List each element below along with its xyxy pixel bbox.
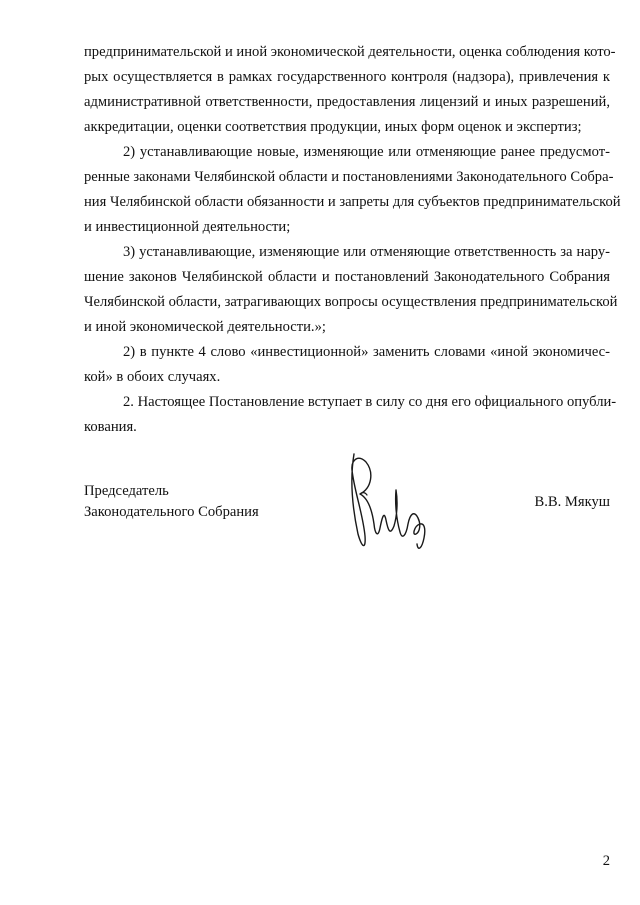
position-title: Председатель	[84, 483, 169, 499]
text-line: рых осуществляется в рамках государственного контроля (надзора), привлечения к	[84, 69, 610, 85]
text-line: ренные законами Челябинской области и постановлениями Законодательного Собра-	[84, 169, 614, 185]
paragraph-4	[84, 340, 610, 390]
text-line: 2. Настоящее Постановление вступает в силу со дня его официального опубли-	[123, 394, 617, 410]
text-line: кования.	[84, 419, 137, 435]
document-body	[84, 40, 621, 440]
text-line: 2) в пункте 4 слово «инвестиционной» заменить словами «иной экономичес-	[123, 344, 610, 360]
position-organization: Законодательного Собрания	[84, 504, 259, 520]
signatory-name: В.В. Мякуш	[534, 494, 610, 510]
paragraph-3	[84, 240, 618, 340]
text-line: кой» в обоих случаях.	[84, 369, 221, 385]
text-line: и инвестиционной деятельности;	[84, 219, 291, 235]
paragraph-2	[84, 140, 621, 240]
text-line: Челябинской области, затрагивающих вопросы осуществления предпринимательской	[84, 294, 618, 310]
text-line: 3) устанавливающие, изменяющие или отменяющие ответственность за нару-	[123, 244, 610, 260]
signatory-position	[84, 481, 259, 523]
page-number: 2	[602, 853, 610, 869]
paragraph-5	[84, 390, 617, 440]
text-line: ния Челябинской области обязанности и запреты для субъектов предпринимательской	[84, 194, 621, 210]
text-line: предпринимательской и иной экономической деятельности, оценка соблюдения кото-	[84, 44, 616, 60]
text-line: административной ответственности, предоставления лицензий и иных разрешений,	[84, 94, 610, 110]
text-line: шение законов Челябинской области и постановлений Законодательного Собрания	[84, 269, 610, 285]
text-line: аккредитации, оценки соответствия продукции, иных форм оценок и экспертиз;	[84, 119, 582, 135]
text-line: 2) устанавливающие новые, изменяющие или отменяющие ранее предусмот-	[123, 144, 610, 160]
text-line: и иной экономической деятельности.»;	[84, 319, 326, 335]
paragraph-1	[84, 40, 616, 140]
handwritten-signature	[338, 448, 438, 553]
